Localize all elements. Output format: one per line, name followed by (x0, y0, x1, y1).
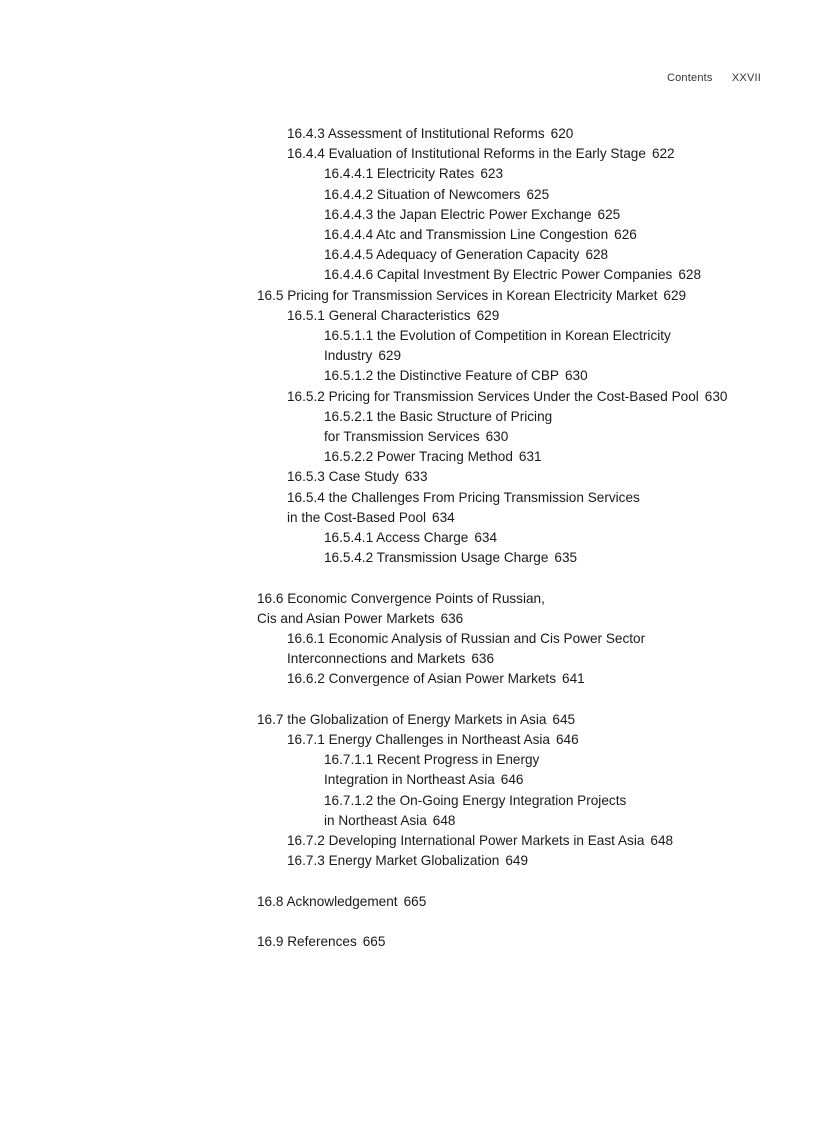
toc-page-number: 641 (562, 671, 585, 687)
toc-page-number: 649 (505, 853, 529, 869)
toc-entry-title: 16.7.1.2 the On-Going Energy Integration Projects (324, 792, 627, 808)
toc-entry-title: 16.6 Economic Convergence Points of Russian, (257, 590, 545, 606)
toc-entry-title: 16.5.2.1 the Basic Structure of Pricing (324, 408, 553, 424)
toc-entry-title: 16.8 Acknowledgement (257, 893, 398, 909)
toc-entry-line (257, 346, 757, 366)
section-spacer (257, 690, 757, 710)
toc-entry-title: 16.4.4.5 Adequacy of Generation Capacity (324, 247, 580, 263)
toc-entry-line (257, 387, 757, 407)
toc-entry-title: 16.6.2 Convergence of Asian Power Markets (287, 671, 557, 687)
toc-entry-title: 16.4.4 Evaluation of Institutional Reforms in the Early Stage (287, 146, 646, 162)
toc-page-number: 633 (404, 469, 428, 485)
toc-entry-line (257, 407, 757, 427)
toc-page-number: 630 (485, 429, 509, 445)
toc-entry-title: 16.5.4.2 Transmission Usage Charge (324, 550, 549, 566)
toc-page-number: 665 (362, 934, 386, 950)
toc-entry-title: 16.5 Pricing for Transmission Services in Korean Electricity Market (257, 287, 658, 303)
toc-entry-line (257, 144, 757, 164)
toc-entry-title: 16.4.4.6 Capital Investment By Electric Power Companies (324, 267, 673, 283)
toc-entry-line (257, 629, 757, 649)
toc-page-number: 630 (565, 368, 588, 384)
toc-entry-line (257, 467, 757, 487)
toc-page-number: 665 (403, 893, 427, 909)
toc-page-number: 623 (480, 166, 504, 182)
toc-entry-line (257, 730, 757, 750)
toc-entry-title: Interconnections and Markets (287, 651, 466, 667)
toc-entry-title: 16.5.4 the Challenges From Pricing Transmission Services (287, 489, 640, 505)
toc-page-number: 635 (554, 550, 578, 566)
section-spacer (257, 568, 757, 588)
running-head-title: Contents (666, 72, 713, 84)
toc-entry-line (257, 124, 757, 144)
toc-entry-line (257, 528, 757, 548)
toc-entry-title: 16.7.1 Energy Challenges in Northeast Asia (287, 732, 550, 748)
toc-entry-line (257, 508, 757, 528)
toc-entry-line (257, 770, 757, 790)
toc-entry-title: Integration in Northeast Asia (324, 772, 495, 788)
toc-entry-title: for Transmission Services (324, 429, 480, 445)
toc-entry-title: Industry (324, 348, 373, 364)
toc-page-number: 629 (476, 307, 500, 323)
toc-entry-title: 16.9 References (257, 934, 357, 950)
toc-page-number: 634 (474, 530, 498, 546)
toc-page-number: 629 (663, 287, 687, 303)
toc-entry-line (257, 185, 757, 205)
toc-entry-line (257, 427, 757, 447)
toc-page-number: 636 (440, 610, 464, 626)
toc-entry-title: 16.4.4.2 Situation of Newcomers (324, 186, 521, 202)
toc-page-number: 631 (518, 449, 542, 465)
toc-entry-line (257, 306, 757, 326)
toc-entry-line (257, 750, 757, 770)
toc-entry-line (257, 831, 757, 851)
toc-entry-title: 16.7 the Globalization of Energy Markets in Asia (257, 711, 547, 727)
toc-entry-line (257, 851, 757, 871)
toc-entry-line (257, 286, 757, 306)
toc-entry-title: in the Cost-Based Pool (287, 509, 427, 525)
toc-page-number: 648 (432, 812, 456, 828)
toc-entry-line (257, 225, 757, 245)
section-spacer (257, 912, 757, 932)
toc-page-number: 646 (555, 732, 579, 748)
table-of-contents (257, 124, 757, 952)
toc-entry-line (257, 326, 757, 346)
toc-entry-title: 16.5.3 Case Study (287, 469, 399, 485)
toc-entry-line (257, 811, 757, 831)
page-number: XXVII (731, 72, 761, 84)
toc-entry-line (257, 589, 757, 609)
toc-entry-line (257, 366, 757, 386)
toc-page-number: 628 (585, 247, 609, 263)
toc-entry-line (257, 649, 757, 669)
toc-entry-title: 16.4.4.4 Atc and Transmission Line Congestion (324, 227, 609, 243)
toc-entry-title: 16.5.2.2 Power Tracing Method (324, 449, 513, 465)
toc-entry-line (257, 488, 757, 508)
toc-page-number: 628 (678, 267, 702, 283)
toc-page-number: 625 (526, 186, 550, 202)
section-spacer (257, 871, 757, 891)
toc-entry-title: 16.5.1.1 the Evolution of Competition in Korean Electricity (324, 328, 671, 344)
toc-entry-line (257, 447, 757, 467)
toc-page-number: 626 (614, 227, 637, 243)
toc-entry-title: 16.7.2 Developing International Power Markets in East Asia (287, 833, 645, 849)
toc-page-number: 620 (550, 126, 574, 141)
toc-page-number: 629 (378, 348, 402, 364)
toc-entry-title: 16.4.4.3 the Japan Electric Power Exchange (324, 206, 592, 222)
toc-entry-title: 16.5.4.1 Access Charge (324, 530, 469, 546)
toc-entry-title: 16.4.3 Assessment of Institutional Reforms (287, 126, 545, 141)
toc-page-number: 625 (597, 206, 621, 222)
toc-page-number: 648 (650, 833, 674, 849)
toc-entry-line (257, 609, 757, 629)
toc-entry-line (257, 205, 757, 225)
toc-entry-line (257, 932, 757, 952)
toc-page-number: 634 (432, 509, 455, 525)
toc-entry-title: 16.6.1 Economic Analysis of Russian and Cis Power Sector (287, 631, 646, 647)
toc-page-number: 622 (651, 146, 675, 162)
toc-entry-line (257, 669, 757, 689)
toc-entry-line (257, 791, 757, 811)
toc-page-number: 645 (552, 711, 576, 727)
toc-page-number: 630 (704, 388, 728, 404)
toc-entry-line (257, 265, 757, 285)
toc-entry-title: 16.4.4.1 Electricity Rates (324, 166, 475, 182)
toc-entry-title: Cis and Asian Power Markets (257, 610, 435, 626)
toc-entry-line (257, 245, 757, 265)
toc-page-number: 636 (471, 651, 495, 667)
toc-entry-title: in Northeast Asia (324, 812, 427, 828)
toc-entry-line (257, 548, 757, 568)
running-head (667, 72, 761, 84)
toc-entry-title: 16.7.3 Energy Market Globalization (287, 853, 500, 869)
toc-entry-title: 16.5.2 Pricing for Transmission Services Under the Cost-Based Pool (287, 388, 699, 404)
toc-entry-title: 16.5.1 General Characteristics (287, 307, 471, 323)
toc-entry-title: 16.5.1.2 the Distinctive Feature of CBP (324, 368, 559, 384)
toc-entry-line (257, 892, 757, 912)
toc-page-number: 646 (500, 772, 524, 788)
toc-entry-line (257, 164, 757, 184)
toc-entry-line (257, 710, 757, 730)
toc-entry-title: 16.7.1.1 Recent Progress in Energy (324, 752, 540, 768)
